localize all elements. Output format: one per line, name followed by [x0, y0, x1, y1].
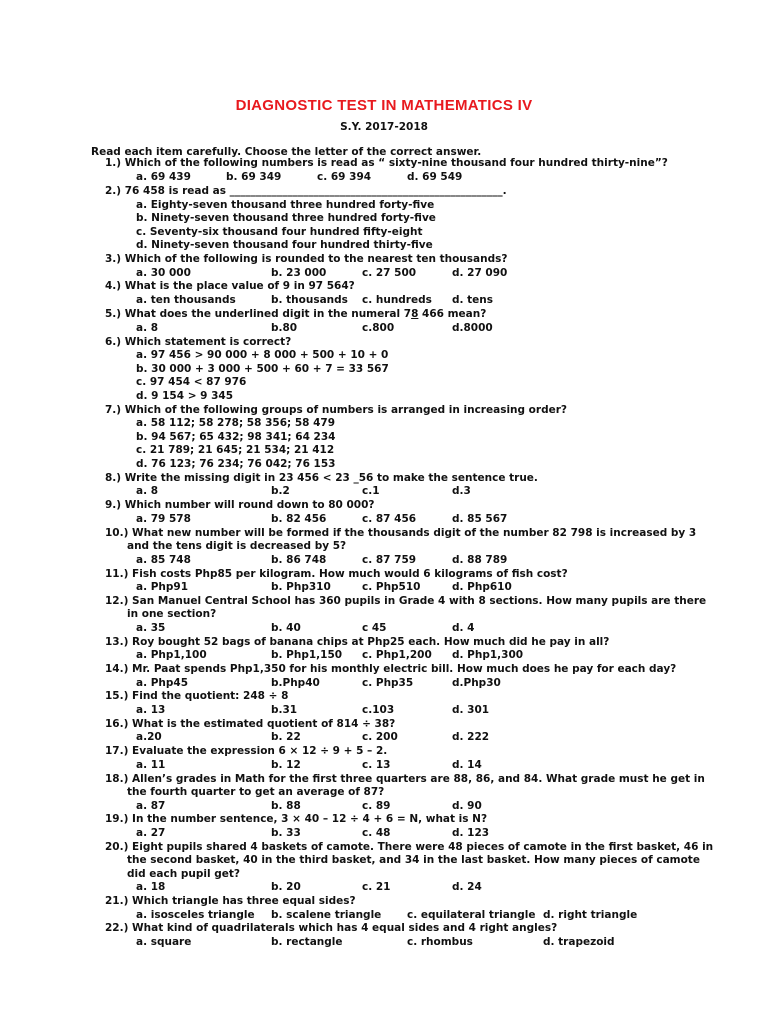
question-20-option-a: a. 18	[136, 881, 166, 893]
question-14-text: 14.) Mr. Paat spends Php1,350 for his monthly electric bill. How much does he pay for each day?	[105, 663, 677, 675]
question-12-text-cont: in one section?	[127, 608, 217, 620]
question-18-option-b: b. 88	[271, 800, 301, 812]
question-18-option-d: d. 90	[452, 800, 482, 812]
question-15-option-a: a. 13	[136, 704, 166, 716]
question-10-option-c: c. 87 759	[362, 554, 417, 566]
question-4-option-d: d. tens	[452, 294, 494, 306]
question-12-option-d: d. 4	[452, 622, 475, 634]
question-3-option-b: b. 23 000	[271, 267, 327, 279]
question-8-option-c: c.1	[362, 485, 380, 497]
question-17-text: 17.) Evaluate the expression 6 × 12 ÷ 9 + 5 – 2.	[105, 745, 388, 757]
question-16-option-b: b. 22	[271, 731, 301, 743]
question-16-text: 16.) What is the estimated quotient of 814 ÷ 38?	[105, 718, 396, 730]
question-21-text: 21.) Which triangle has three equal sides?	[105, 895, 356, 907]
question-8-option-d: d.3	[452, 485, 471, 497]
question-11-option-c: c. Php510	[362, 581, 421, 593]
question-6-text: 6.) Which statement is correct?	[105, 336, 292, 348]
question-13-option-c: c. Php1,200	[362, 649, 432, 661]
question-17-option-c: c. 13	[362, 759, 391, 771]
question-22-option-d: d. trapezoid	[543, 936, 615, 948]
question-21-option-d: d. right triangle	[543, 909, 638, 921]
question-21-option-c: c. equilateral triangle	[407, 909, 536, 921]
question-7-option-b: b. 94 567; 65 432; 98 341; 64 234	[136, 431, 336, 443]
question-20-text-cont2: did each pupil get?	[127, 868, 240, 880]
question-20-text: 20.) Eight pupils shared 4 baskets of camote. There were 48 pieces of camote in the first basket, 46 in	[105, 841, 714, 853]
question-22-option-a: a. square	[136, 936, 192, 948]
question-21-option-b: b. scalene triangle	[271, 909, 382, 921]
question-17-option-b: b. 12	[271, 759, 301, 771]
test-title: DIAGNOSTIC TEST IN MATHEMATICS IV	[235, 97, 533, 114]
question-13-option-b: b. Php1,150	[271, 649, 343, 661]
underlined-digit: 8	[411, 308, 419, 320]
question-13-text: 13.) Roy bought 52 bags of banana chips at Php25 each. How much did he pay in all?	[105, 636, 610, 648]
question-9-option-c: c. 87 456	[362, 513, 417, 525]
question-12-text: 12.) San Manuel Central School has 360 pupils in Grade 4 with 8 sections. How many pupils are there	[105, 595, 707, 607]
question-11-option-b: b. Php310	[271, 581, 331, 593]
question-6-option-c: c. 97 454 < 87 976	[136, 376, 247, 388]
question-1-text: 1.) Which of the following numbers is read as “ sixty-nine thousand four hundred thirty-nine”?	[105, 157, 668, 169]
question-4-option-b: b. thousands	[271, 294, 348, 306]
question-12-option-b: b. 40	[271, 622, 301, 634]
question-19-option-d: d. 123	[452, 827, 490, 839]
question-6-option-d: d. 9 154 > 9 345	[136, 390, 234, 402]
question-4-option-a: a. ten thousands	[136, 294, 236, 306]
question-21-option-a: a. isosceles triangle	[136, 909, 255, 921]
question-4-text: 4.) What is the place value of 9 in 97 564?	[105, 280, 355, 292]
question-10-option-d: d. 88 789	[452, 554, 508, 566]
question-20-option-b: b. 20	[271, 881, 301, 893]
question-16-option-a: a.20	[136, 731, 162, 743]
question-8-option-a: a. 8	[136, 485, 159, 497]
question-10-text: 10.) What new number will be formed if the thousands digit of the number 82 798 is increased by 3	[105, 527, 697, 539]
question-5-text-end: 466 mean?	[418, 308, 487, 320]
question-13-option-a: a. Php1,100	[136, 649, 207, 661]
question-15-option-c: c.103	[362, 704, 395, 716]
question-20-option-d: d. 24	[452, 881, 482, 893]
question-2-option-b: b. Ninety-seven thousand three hundred forty-five	[136, 212, 436, 224]
question-2-option-d: d. Ninety-seven thousand four hundred thirty-five	[136, 239, 433, 251]
question-10-option-b: b. 86 748	[271, 554, 327, 566]
question-5-text	[105, 308, 486, 321]
question-15-option-b: b.31	[271, 704, 298, 716]
question-18-text-cont: the fourth quarter to get an average of 87?	[127, 786, 385, 798]
question-10-option-a: a. 85 748	[136, 554, 191, 566]
question-9-option-d: d. 85 567	[452, 513, 508, 525]
question-8-text: 8.) Write the missing digit in 23 456 < 23 _56 to make the sentence true.	[105, 472, 538, 484]
question-14-option-a: a. Php45	[136, 677, 189, 689]
question-5-option-d: d.8000	[452, 322, 493, 334]
question-17-option-d: d. 14	[452, 759, 482, 771]
question-18-option-a: a. 87	[136, 800, 166, 812]
question-5-option-a: a. 8	[136, 322, 159, 334]
question-3-option-a: a. 30 000	[136, 267, 191, 279]
question-1-option-c: c. 69 394	[317, 171, 372, 183]
question-14-option-c: c. Php35	[362, 677, 414, 689]
question-1-option-b: b. 69 349	[226, 171, 282, 183]
question-14-option-b: b.Php40	[271, 677, 320, 689]
question-7-option-c: c. 21 789; 21 645; 21 534; 21 412	[136, 444, 335, 456]
question-20-text-cont: the second basket, 40 in the third basket, and 34 in the last basket. How many pieces of camote	[127, 854, 700, 866]
school-year: S.Y. 2017-2018	[340, 121, 428, 133]
question-22-text: 22.) What kind of quadrilaterals which has 4 equal sides and 4 right angles?	[105, 922, 558, 934]
question-4-option-c: c. hundreds	[362, 294, 432, 306]
question-7-option-d: d. 76 123; 76 234; 76 042; 76 153	[136, 458, 336, 470]
question-8-option-b: b.2	[271, 485, 290, 497]
question-14-option-d: d.Php30	[452, 677, 501, 689]
question-9-text: 9.) Which number will round down to 80 000?	[105, 499, 375, 511]
question-18-text: 18.) Allen’s grades in Math for the first three quarters are 88, 86, and 84. What grade must he get in	[105, 773, 705, 785]
question-17-option-a: a. 11	[136, 759, 166, 771]
question-7-text: 7.) Which of the following groups of numbers is arranged in increasing order?	[105, 404, 567, 416]
question-1-option-a: a. 69 439	[136, 171, 191, 183]
question-15-text: 15.) Find the quotient: 248 ÷ 8	[105, 690, 289, 702]
question-1-option-d: d. 69 549	[407, 171, 463, 183]
question-3-text: 3.) Which of the following is rounded to the nearest ten thousands?	[105, 253, 508, 265]
question-16-option-c: c. 200	[362, 731, 398, 743]
question-9-option-b: b. 82 456	[271, 513, 327, 525]
question-19-option-a: a. 27	[136, 827, 166, 839]
question-15-option-d: d. 301	[452, 704, 490, 716]
instructions: Read each item carefully. Choose the letter of the correct answer.	[91, 146, 482, 158]
question-16-option-d: d. 222	[452, 731, 490, 743]
question-19-option-b: b. 33	[271, 827, 301, 839]
question-12-option-a: a. 35	[136, 622, 166, 634]
question-12-option-c: c 45	[362, 622, 387, 634]
question-5-option-c: c.800	[362, 322, 395, 334]
question-22-option-c: c. rhombus	[407, 936, 473, 948]
question-13-option-d: d. Php1,300	[452, 649, 524, 661]
question-11-option-a: a. Php91	[136, 581, 189, 593]
question-11-option-d: d. Php610	[452, 581, 512, 593]
question-18-option-c: c. 89	[362, 800, 391, 812]
question-6-option-a: a. 97 456 > 90 000 + 8 000 + 500 + 10 + 0	[136, 349, 389, 361]
question-10-text-cont: and the tens digit is decreased by 5?	[127, 540, 347, 552]
question-19-text: 19.) In the number sentence, 3 × 40 – 12 ÷ 4 + 6 = N, what is N?	[105, 813, 488, 825]
question-7-option-a: a. 58 112; 58 278; 58 356; 58 479	[136, 417, 336, 429]
question-5-text-start: 5.) What does the underlined digit in the numeral 7	[105, 308, 412, 320]
question-6-option-b: b. 30 000 + 3 000 + 500 + 60 + 7 = 33 567	[136, 363, 389, 375]
question-22-option-b: b. rectangle	[271, 936, 343, 948]
question-3-option-c: c. 27 500	[362, 267, 417, 279]
question-19-option-c: c. 48	[362, 827, 391, 839]
question-9-option-a: a. 79 578	[136, 513, 191, 525]
question-11-text: 11.) Fish costs Php85 per kilogram. How much would 6 kilograms of fish cost?	[105, 568, 568, 580]
question-2-text: 2.) 76 458 is read as ____________________________________________________.	[105, 185, 507, 197]
question-3-option-d: d. 27 090	[452, 267, 508, 279]
question-2-option-c: c. Seventy-six thousand four hundred fifty-eight	[136, 226, 423, 238]
question-2-option-a: a. Eighty-seven thousand three hundred forty-five	[136, 199, 435, 211]
question-20-option-c: c. 21	[362, 881, 391, 893]
question-5-option-b: b.80	[271, 322, 298, 334]
